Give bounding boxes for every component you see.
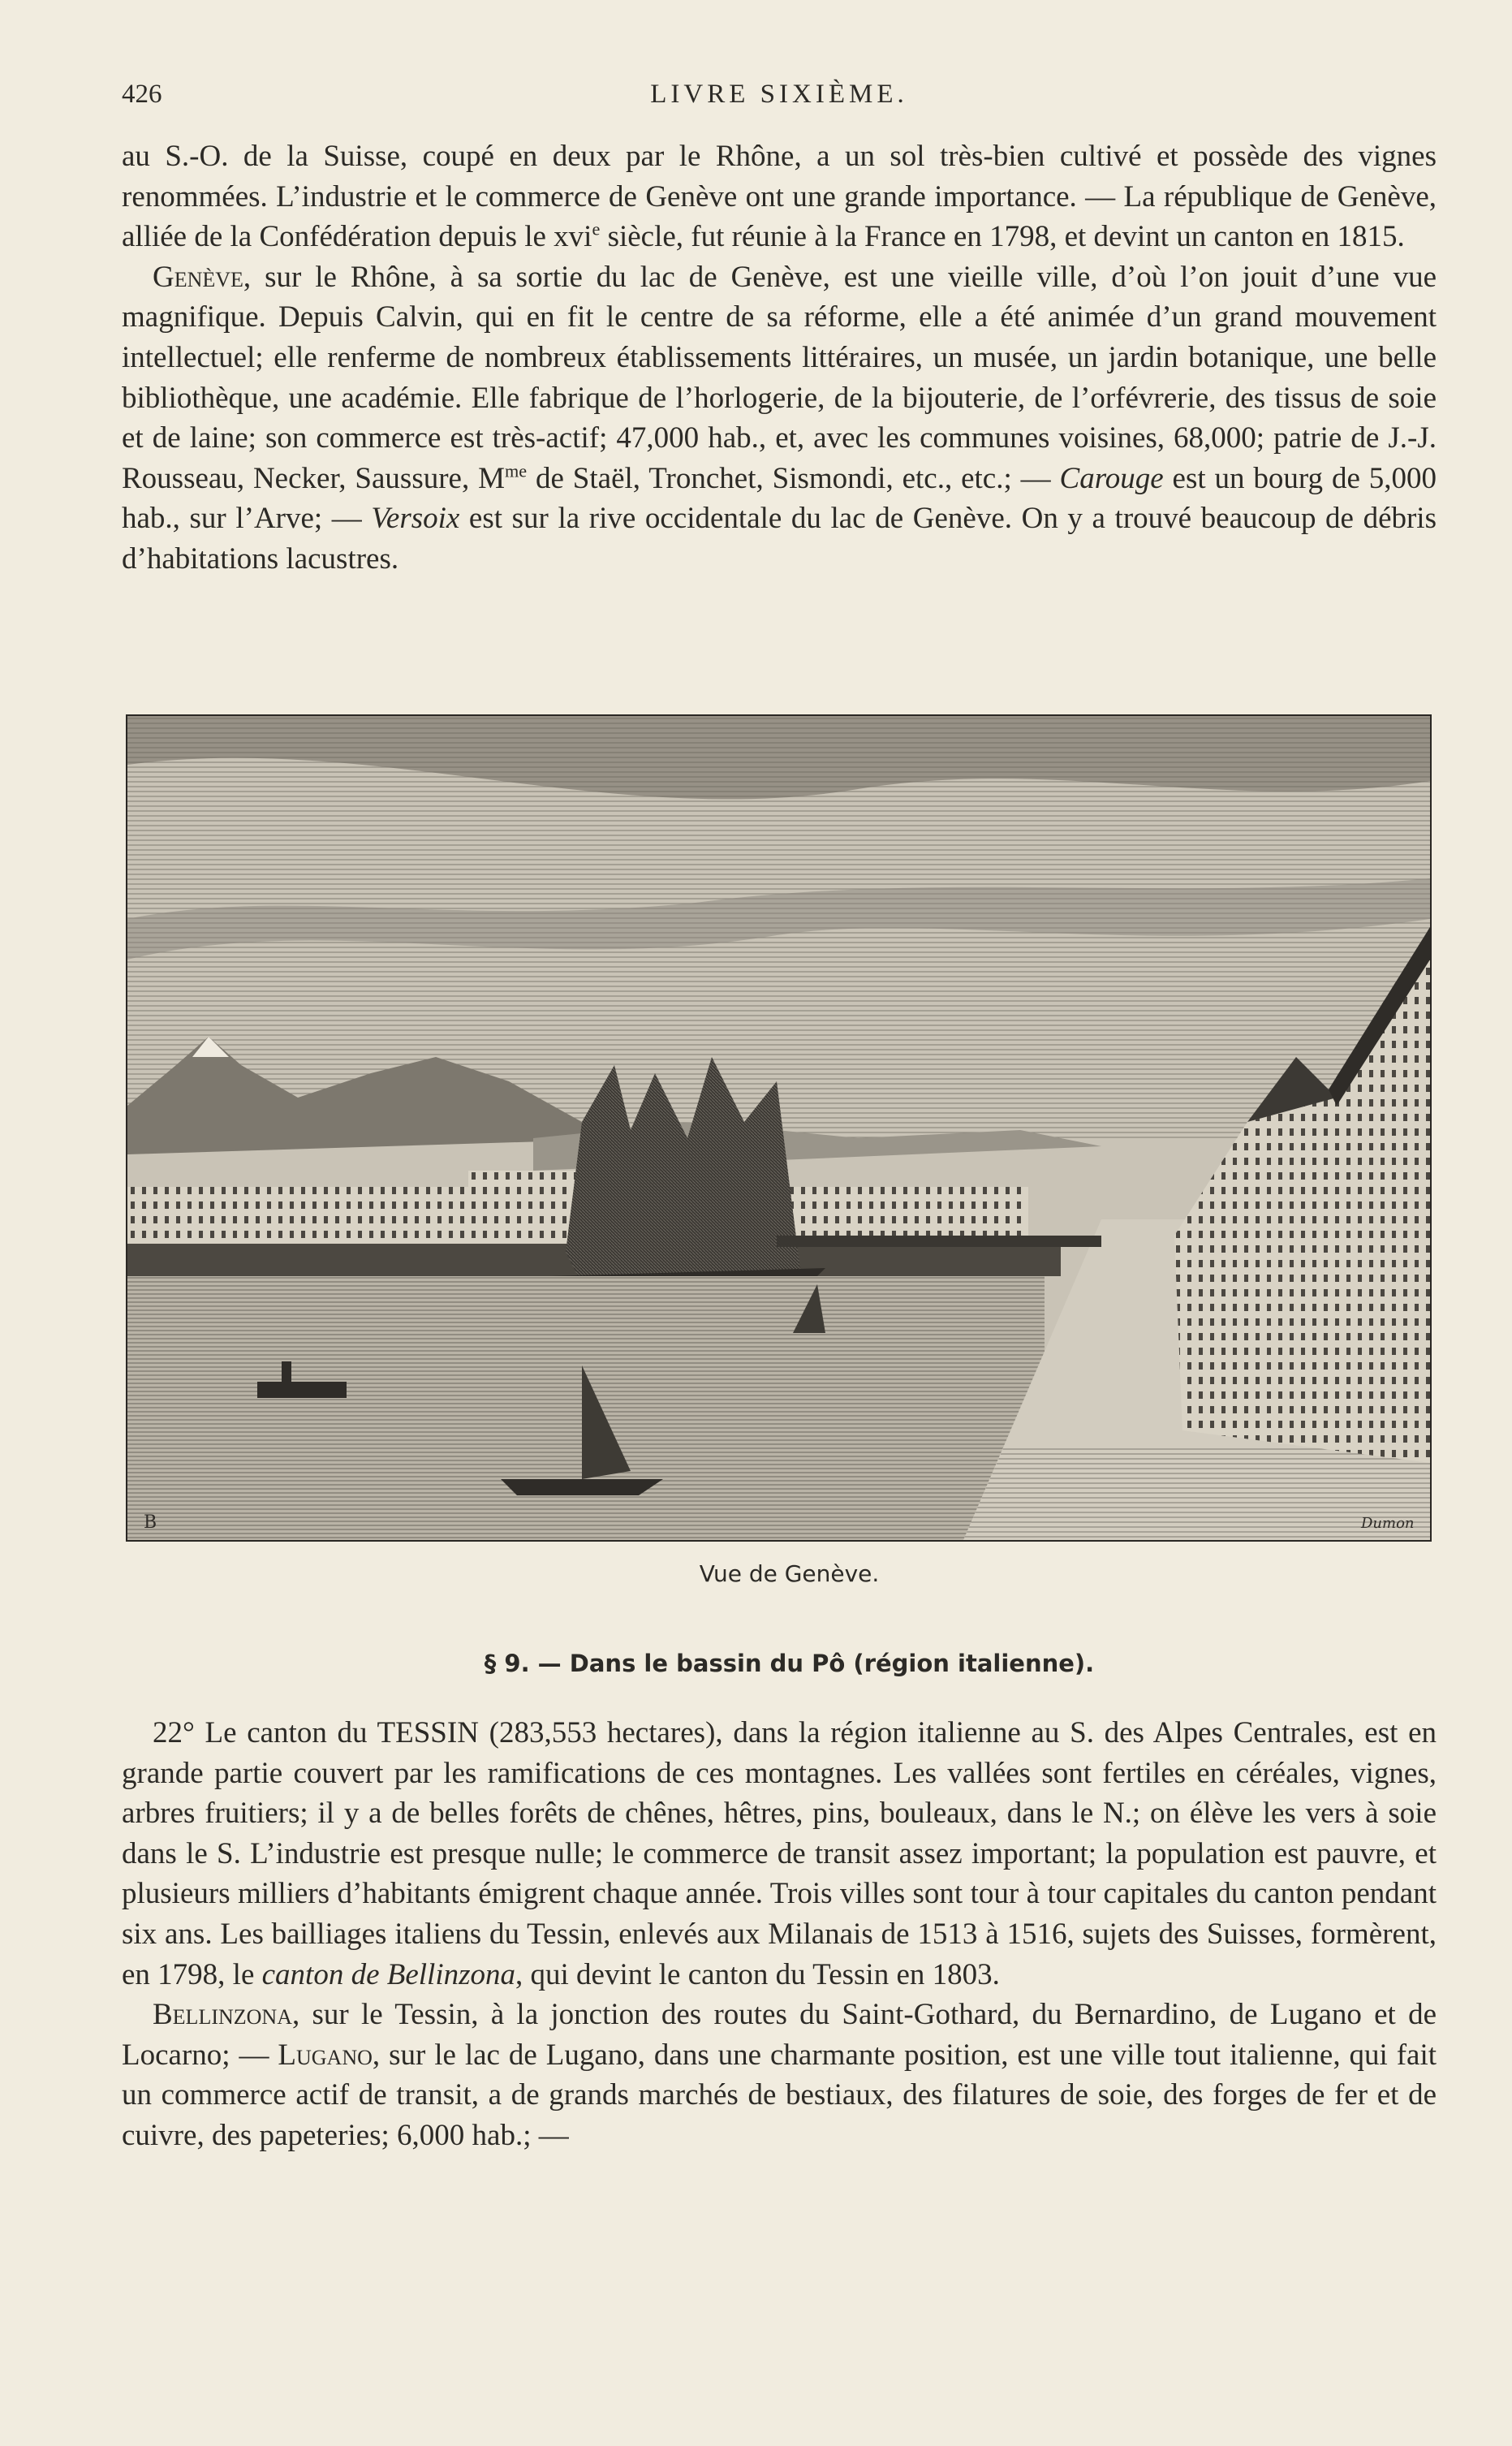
- paragraph-tessin: 22° Le canton du TESSIN (283,553 hectares), dans la région italienne au S. des Alpes Centrales, est en grande partie couvert par les ramifications de ces montagnes. Les vallées sont fertiles en céréales, vignes, arbres fruitiers; il y a de belles forêts de chênes, hêtres, pins, bouleaux, dans le N.; on élève les vers à soie dans le S. L’industrie est presque nulle; le commerce de transit assez important; la population est pauvre, et plusieurs milliers d’habitants émigrent chaque année. Trois villes sont tour à tour capitales du canton pendant six ans. Les bailliages italiens du Tessin, enlevés aux Milanais de 1513 à 1516, sujets des Suisses, formèrent, en 1798, le canton de Bellinzona, qui devint le canton du Tessin en 1803.: [122, 1716, 1437, 1991]
- paragraph-geneva-canton: au S.-O. de la Suisse, coupé en deux par le Rhône, a un sol très-bien cultivé et possède des vignes renommées. L’industrie et le commerce de Genève ont une grande importance. — La république de Genève, alliée de la Confédération depuis le xvi$^e$ siècle, fut réunie à la France en 1798, et devint un canton en 1815.: [122, 140, 1437, 254]
- place-name-lugano: Lugano: [278, 2038, 373, 2072]
- text-block-bottom: [122, 1713, 1437, 2156]
- running-title: LIVRE SIXIÈME.: [650, 80, 908, 109]
- svg-text:B: B: [144, 1512, 157, 1533]
- place-name-versoix: Versoix: [371, 502, 460, 536]
- place-name-carouge: Carouge: [1059, 461, 1164, 495]
- section-heading: § 9. — Dans le bassin du Pô (région italienne).: [484, 1650, 1095, 1677]
- place-name-bellinzona: Bellinzona: [153, 1998, 292, 2032]
- paragraph-geneva-city: Genève, sur le Rhône, à sa sortie du lac de Genève, est une vieille ville, d’où l’on jouit d’une vue magnifique. Depuis Calvin, qui en fit le centre de sa réforme, elle a été animée d’un grand mouvement intellectuel; elle renferme de nombreux établissements littéraires, un musée, un jardin botanique, une belle bibliothèque, une académie. Elle fabrique de l’horlogerie, de la bijouterie, de l’orfévrerie, des tissus de soie et de laine; son commerce est très-actif; 47,000 hab., et, avec les communes voisines, 68,000; patrie de J.-J. Rousseau, Necker, Saussure, $M^{me}$ de Staël, Tronchet, Sismondi, etc., etc.; — Carouge est un bourg de 5,000 hab., sur l’Arve; — Versoix est sur la rive occidentale du lac de Genève. On y a trouvé beaucoup de débris d’habitations lacustres.: [122, 260, 1437, 576]
- text-block-top: [122, 136, 1437, 580]
- engraving-view-of-geneva: [126, 714, 1432, 1542]
- paragraph-bellinzona-lugano: Bellinzona, sur le Tessin, à la jonction des routes du Saint-Gothard, du Bernardino, de Lugano et de Locarno; — Lugano, sur le lac de Lugano, dans une charmante position, est une ville tout italienne, qui fait un commerce actif de transit, a de grands marchés de bestiaux, des filatures de soie, des forges de fer et de cuivre, des papeteries; 6,000 hab.; —: [122, 1998, 1437, 2152]
- page-number: 426: [122, 80, 162, 109]
- historic-name-canton-bellinzona: canton de Bellinzona: [261, 1957, 516, 1991]
- svg-text:Dumon: Dumon: [1361, 1515, 1415, 1532]
- running-header: [122, 80, 1437, 120]
- figure-caption: Vue de Genève.: [699, 1560, 880, 1587]
- place-name-geneve: Genève: [153, 260, 243, 294]
